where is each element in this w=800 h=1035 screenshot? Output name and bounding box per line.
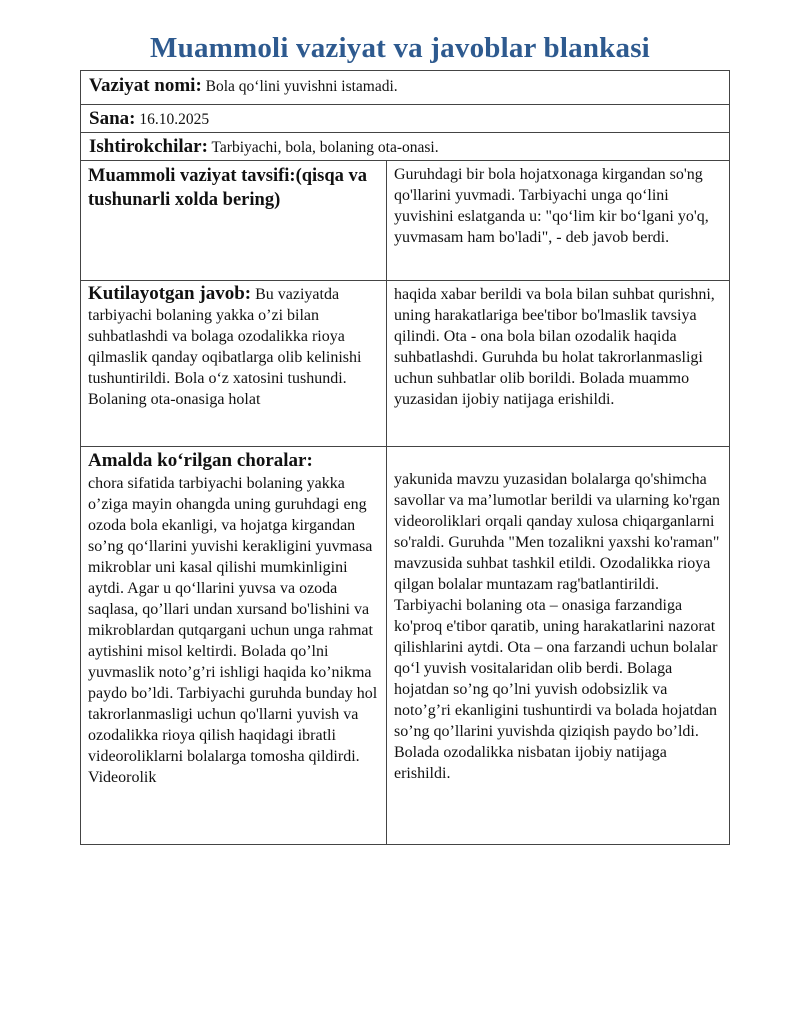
actions-text-left: chora sifatida tarbiyachi bolaning yakka o’ziga mayin ohangda uning guruhdagi eng ozoda bola ekanligi, va hojatga kirgandan so’ng qo‘llarini yuvishi kerakligini yuvmasa mikroblar uni kasal qilishi mumkinligini aytdi. Agar u qo‘llarini yuvsa va ozoda saqlasa, qo’llari undan xursand bo'lishini va mikroblardan qutqargani uchun unga rahmat aytishini misol keltirdi. Bolada qo’lni yuvmaslik noto’g’ri ishligi haqida ko’nikma paydo bo’ldi. Tarbiyachi guruhda bunday hol takrorlanmasligi uchun qo'llarni yuvish va ozodalikka rioya qilish haqidagi ibratli videoroliklarni bolalarga tomosha qildirdi. Videorolik (88, 475, 378, 786)
participants-row (81, 133, 729, 161)
date-value: 16.10.2025 (139, 111, 210, 128)
actions-label: Amalda ko‘rilgan choralar: (88, 450, 313, 471)
form-table (80, 70, 730, 845)
date-label: Sana: (89, 108, 136, 129)
description-text: Guruhdagi bir bola hojatxonaga kirgandan so'ng qo'llarini yuvmadi. Tarbiyachi unga qo‘lini yuvishini eslatganda u: "qo‘lim kir bo‘lgani yo'q, yuvmasam ham bo'ladi", - deb javob berdi. (394, 166, 709, 246)
actions-left (81, 447, 387, 844)
expected-row (81, 281, 729, 447)
expected-text-right: haqida xabar berildi va bola bilan suhbat qurishni, uning harakatlariga bee'tibor bo'lmaslik tavsiya qilindi. Ota - ona bola bilan ozodalik haqida suhbatlashdi. Guruhda bu holat takrorlanmasligi uchun suhbatlar olib borildi. Bolada muammo yuzasidan ijobiy natijaga erishildi. (394, 286, 715, 408)
actions-text-right: yakunida mavzu yuzasidan bolalarga qo'shimcha savollar va ma’lumotlar berildi va ularning ko'rgan videoroliklari orqali qanday xulosa chiqarganlarni so'raldi. Guruhda "Men tozalikni yaxshi ko'raman" mavzusida suhbat tashkil etildi. Ozodalikka rioya qilgan bolalar muntazam rag'batlantirildi. Tarbiyachi bolaning ota – onasiga farzandiga ko'proq e'tibor qaratib, uning harakatlarini nazorat qilishlarini aytdi. Ota – ona farzandi uchun bolalar qo‘l yuvish vositalaridan olib berdi. Bolaga hojatdan so’ng qo’lni yuvish odobsizlik va noto’g’ri ekanligini tushuntirdi va bolada hojatdan so’ng qo’llarini yuvishda qiziqish paydo bo’ldi. Bolada ozodalikka nisbatan ijobiy natijaga erishildi. (394, 471, 721, 782)
expected-label: Kutilayotgan javob: (88, 283, 252, 304)
date-row (81, 105, 729, 133)
participants-label: Ishtirokchilar: (89, 136, 208, 157)
expected-text-left: Bu vaziyatda tarbiyachi bolaning yakka o’zi bilan suhbatlashdi va bolaga ozodalikka rioya qilmaslik qanday oqibatlarga olib kelinishi tushuntirildi. Bola o‘z xatosini tushundi. Bolaning ota-onasiga holat (88, 286, 362, 408)
description-label: Muammoli vaziyat tavsifi:(qisqa va tushunarli xolda bering) (81, 161, 387, 280)
situation-row (81, 71, 729, 105)
description-row (81, 161, 729, 281)
actions-row (81, 447, 729, 844)
expected-left (81, 281, 387, 446)
participants-value: Tarbiyachi, bola, bolaning ota-onasi. (211, 139, 439, 156)
situation-label: Vaziyat nomi: (89, 75, 202, 96)
page-title: Muammoli vaziyat va javoblar blankasi (150, 32, 650, 64)
situation-value: Bola qo‘lini yuvishni istamadi. (205, 78, 398, 95)
